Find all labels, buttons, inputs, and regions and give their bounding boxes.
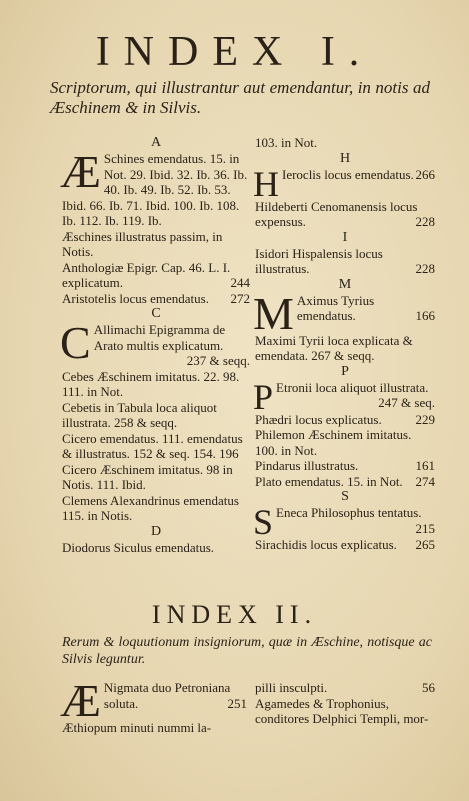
index-entry — [255, 537, 435, 553]
index-entry — [255, 246, 435, 277]
index-entry — [62, 260, 250, 291]
index1-right-column — [255, 135, 435, 553]
index-entry — [255, 427, 435, 458]
index-entry — [62, 540, 250, 556]
entry-text: Ieroclis locus emendatus. — [282, 166, 414, 182]
index-entry — [60, 317, 250, 369]
entry-text: Cicero emendatus. 111. emendatus & illustratus. 152 & seq. 154. 196 — [62, 430, 243, 461]
entry-text: Nigmata duo Petroniana soluta. — [103, 680, 231, 711]
index-entry — [62, 291, 250, 307]
section-letter: A — [150, 135, 162, 150]
index-subtitle: Scriptorum, qui illustrantur aut emendantur, in notis ad Æschinem & in Silvis. — [50, 78, 430, 117]
index-entry — [62, 369, 250, 400]
page-number: 266 — [415, 166, 435, 182]
index-entry — [62, 462, 250, 493]
page-number: 237 & seqq. — [186, 353, 250, 368]
page-number: 215 — [415, 520, 435, 536]
index2-subtitle: Rerum & loquutionum insigniorum, quæ in Æschine, notisque ac Silvis leguntur. — [62, 635, 432, 667]
entry-text: Anthologiæ Epigr. Cap. 46. L. I. explicatum. — [62, 259, 231, 290]
page-number: 274 — [415, 473, 435, 489]
index-entry — [253, 163, 435, 204]
entry-text: Cebes Æschinem imitatus. 22. 98. 111. in Not. — [62, 368, 240, 399]
index-entry — [62, 400, 250, 431]
section-letter: P — [341, 363, 349, 379]
drop-capital: M — [253, 287, 294, 339]
page-number: 161 — [415, 458, 435, 473]
index-entry — [255, 474, 435, 490]
index-entry — [255, 696, 435, 727]
page-number: 272 — [230, 290, 250, 306]
entry-text: Æschines illustratus passim, in Notis. — [62, 228, 223, 259]
entry-text: Cicero Æschinem imitatus. 98 in Notis. 111. Ibid. — [62, 461, 233, 492]
page-number: 265 — [415, 537, 435, 552]
page-number: 244 — [230, 275, 250, 290]
entry-text: Plato emendatus. 15. in Not. — [255, 473, 403, 489]
entry-text: Philemon Æschinem imitatus. 100. in Not. — [255, 427, 412, 458]
entry-text: Isidori Hispalensis locus illustratus. — [255, 245, 383, 276]
entry-text: 103. in Not. — [255, 135, 318, 150]
page-number: 228 — [415, 261, 435, 276]
entry-text: Etronii loca aliquot illustrata. — [276, 379, 429, 395]
entry-text: Sirachidis locus explicatus. — [255, 537, 397, 552]
index-entry — [62, 720, 247, 736]
page-number: 56 — [422, 680, 435, 695]
page-number: 229 — [415, 411, 435, 427]
index2-right-column — [255, 680, 435, 727]
entry-text: Clemens Alexandrinus emendatus 115. in Notis. — [62, 492, 239, 523]
entry-text: Hildeberti Cenomanensis locus expensus. — [255, 198, 418, 229]
index-entry — [255, 458, 435, 474]
section-letter: M — [338, 276, 352, 292]
entry-text: Maximi Tyrii loca explicata & emendata. 267 & seqq. — [255, 332, 413, 363]
entry-text: Allimachi Epigramma de Arato multis explicatum. — [93, 322, 226, 353]
drop-capital: S — [253, 502, 274, 542]
index-entry — [255, 412, 435, 428]
entry-text: Phædri locus explicatus. — [255, 411, 382, 427]
entry-text: pilli insculpti. — [255, 680, 328, 695]
entry-text: Eneca Philosophus tentatus. — [276, 505, 422, 520]
drop-capital: H — [253, 163, 279, 204]
entry-text: Æthiopum minuti nummi la- — [62, 720, 212, 735]
page-number: 247 & seq. — [378, 395, 435, 410]
index-entry — [253, 287, 435, 339]
page-number: 166 — [415, 308, 435, 323]
drop-capital: Æ — [60, 146, 101, 197]
index2-title: INDEX II. — [151, 600, 318, 629]
entry-text: Schines emendatus. 15. in Not. 29. Ibid. 32. Ib. 36. Ib. 40. Ib. 49. Ib. 52. Ib. 53. Ibid. 66. Ib. 71. Ibid. 100. Ib. 108. Ib. 112. Ib. 119. Ib. — [62, 151, 248, 228]
drop-capital: P — [253, 376, 274, 417]
section-letter: D — [150, 523, 162, 539]
entry-text: Aximus Tyrius emendatus. — [296, 292, 375, 323]
page-number: 228 — [415, 214, 435, 229]
index-entry — [62, 229, 250, 260]
page-number: 251 — [227, 695, 247, 711]
index-entry — [255, 135, 435, 151]
index1-left-column — [62, 135, 250, 555]
entry-text: Cebetis in Tabula loca aliquot illustrata. 258 & seqq. — [62, 399, 217, 430]
section-letter: C — [151, 306, 161, 321]
entry-text: Pindarus illustratus. — [255, 458, 359, 473]
entry-text: Diodorus Siculus emendatus. — [62, 539, 215, 555]
index-entry — [62, 431, 250, 462]
index-entry — [62, 493, 250, 524]
index-entry — [253, 502, 435, 542]
index-entry — [60, 146, 250, 229]
drop-capital: C — [60, 317, 91, 368]
index-entry — [255, 199, 435, 230]
entry-text: Agamedes & Trophonius, conditores Delphici Templi, mor- — [255, 695, 429, 726]
index2-left-column — [60, 675, 247, 736]
index-title: INDEX I. — [95, 29, 374, 75]
drop-capital: Æ — [60, 675, 101, 726]
section-letter: S — [341, 489, 349, 504]
index-entry — [255, 333, 435, 364]
index-entry — [60, 675, 247, 726]
index-entry — [255, 680, 435, 696]
entry-text: Aristotelis locus emendatus. — [62, 290, 209, 306]
index-entry — [253, 376, 435, 417]
section-letter: I — [342, 229, 348, 245]
section-letter: H — [339, 150, 351, 166]
